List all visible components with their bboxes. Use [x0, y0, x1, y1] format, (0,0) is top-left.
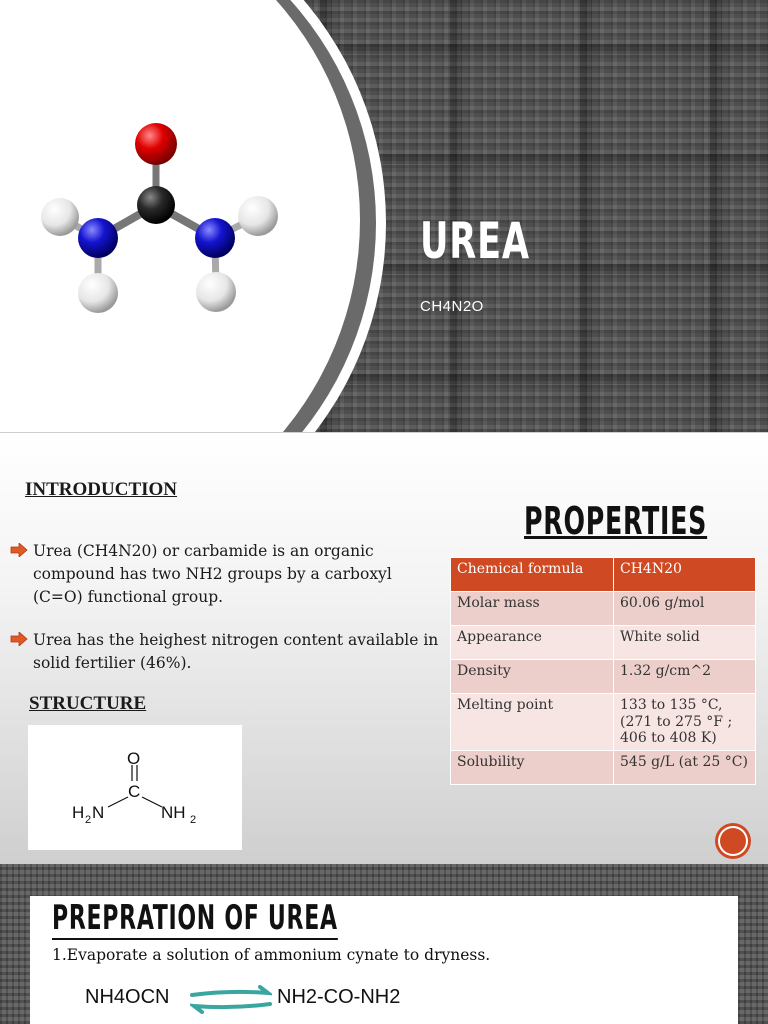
property-value: 545 g/L (at 25 °C) — [614, 750, 756, 784]
preparation-slide — [0, 864, 768, 1024]
nitrogen-atom — [78, 218, 118, 258]
introduction-slide — [0, 432, 768, 864]
structural-formula — [28, 725, 242, 850]
properties-heading: PROPERTIES — [524, 499, 708, 543]
slide-nav-button[interactable] — [718, 826, 748, 856]
table-row — [451, 750, 756, 784]
hydrogen-atom — [238, 196, 278, 236]
slide-title: UREA — [420, 212, 530, 270]
table-row — [451, 660, 756, 694]
urea-ball-and-stick-model — [40, 110, 295, 330]
oxygen-atom — [135, 123, 177, 165]
content-panel — [30, 896, 738, 1024]
svg-text:2: 2 — [85, 814, 92, 826]
hydrogen-atom — [78, 273, 118, 313]
table-row — [451, 626, 756, 660]
product-formula: NH2-CO-NH2 — [277, 986, 401, 1008]
slide-title: PREPRATION OF UREA — [52, 898, 338, 938]
table-row — [451, 694, 756, 751]
arrow-bullet-icon — [10, 632, 28, 646]
structure-heading: STRUCTURE — [29, 693, 147, 714]
property-name: Appearance — [451, 626, 614, 660]
property-name: Solubility — [451, 750, 614, 784]
reactant-formula: NH4OCN — [85, 986, 170, 1008]
property-value: 1.32 g/cm^2 — [614, 660, 756, 694]
table-row — [451, 558, 756, 592]
property-value: 133 to 135 °C, (271 to 275 °F ; 406 to 408 K) — [614, 694, 756, 751]
property-value: White solid — [614, 626, 756, 660]
table-row — [451, 592, 756, 626]
svg-text:N: N — [92, 803, 105, 822]
bullet-text: Urea (CH4N20) or carbamide is an organic compound has two NH2 groups by a carboxyl (C=O) functional group. — [33, 542, 392, 606]
nitrogen-atom — [195, 218, 235, 258]
equilibrium-arrows-icon — [190, 984, 272, 1014]
svg-text:2: 2 — [190, 814, 197, 826]
property-name: Chemical formula — [451, 558, 614, 592]
hydrogen-atom — [196, 272, 236, 312]
property-value: CH4N20 — [614, 558, 756, 592]
svg-text:C: C — [128, 782, 141, 801]
list-item — [10, 629, 440, 675]
svg-text:NH: NH — [161, 803, 186, 822]
property-name: Molar mass — [451, 592, 614, 626]
properties-table — [450, 557, 756, 785]
svg-text:H: H — [72, 803, 85, 822]
property-value: 60.06 g/mol — [614, 592, 756, 626]
property-name: Melting point — [451, 694, 614, 751]
hydrogen-atom — [41, 198, 79, 236]
introduction-heading: INTRODUCTION — [25, 479, 178, 500]
carbon-atom — [137, 186, 175, 224]
title-slide — [0, 0, 768, 432]
step-text: 1.Evaporate a solution of ammonium cynate to dryness. — [52, 946, 491, 964]
svg-text:O: O — [127, 749, 141, 768]
bullet-text: Urea has the heighest nitrogen content available in solid fertilier (46%). — [33, 631, 439, 672]
property-name: Density — [451, 660, 614, 694]
slide-subtitle: CH4N2O — [420, 298, 484, 315]
arrow-bullet-icon — [10, 543, 28, 557]
list-item — [10, 540, 440, 609]
intro-bullet-list — [10, 540, 440, 695]
